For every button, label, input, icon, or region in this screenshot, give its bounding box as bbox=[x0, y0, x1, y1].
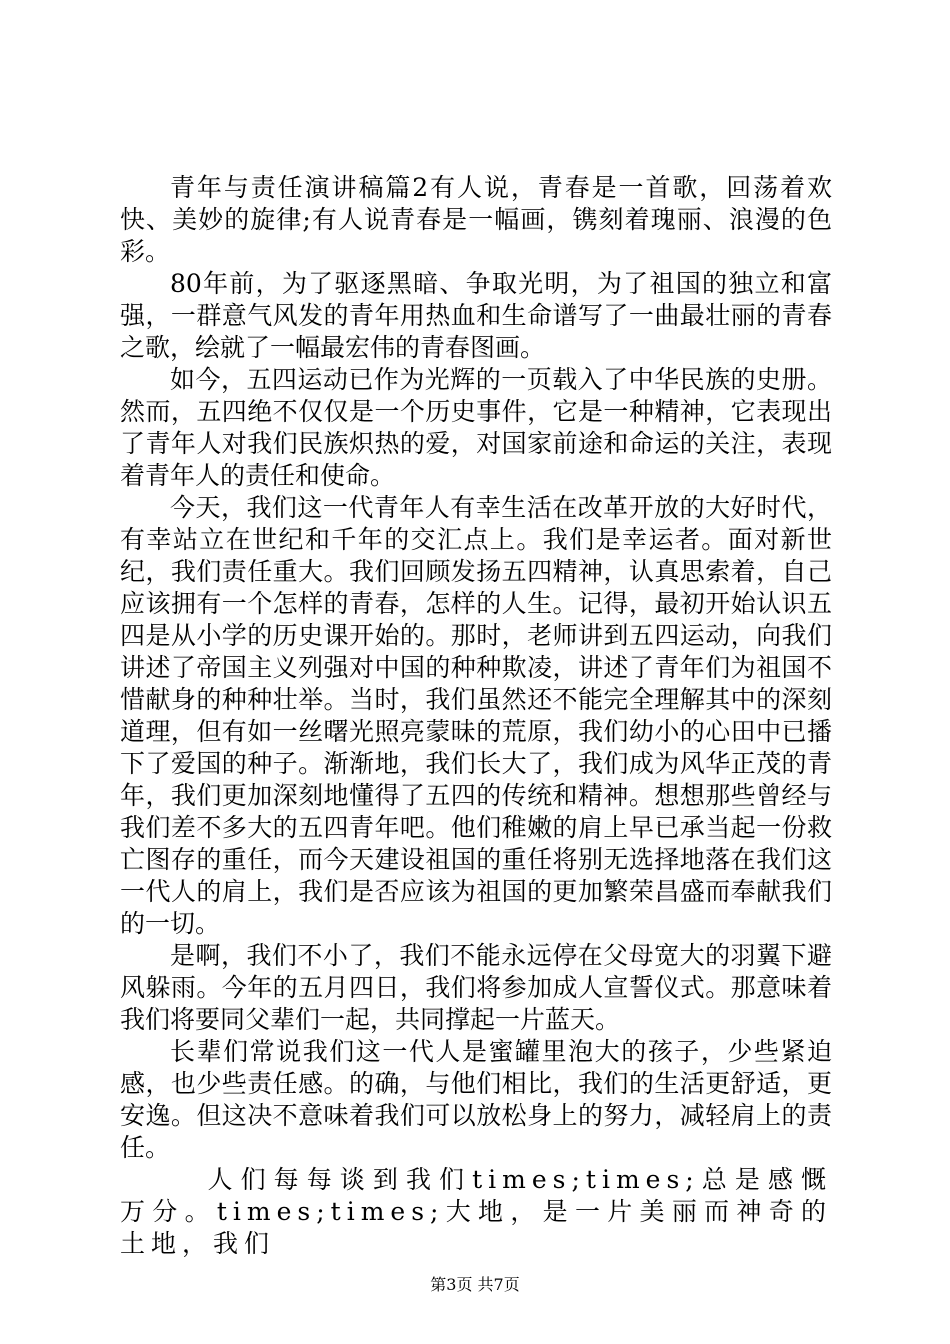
paragraph-growing-up: 是啊，我们不小了，我们不能永远停在父母宽大的羽翼下避风躲雨。今年的五月四日，我们将参加成人宣誓仪式。那意味着我们将要同父辈们一起，共同撑起一片蓝天。 bbox=[120, 941, 832, 1034]
paragraph-may-fourth: 如今，五四运动已作为光辉的一页载入了中华民族的史册。然而，五四绝不仅仅是一个历史事件，它是一种精神，它表现出了青年人对我们民族炽热的爱，对国家前途和命运的关注，表现着青年人的责任和使命。 bbox=[120, 365, 832, 490]
paragraph-elders: 长辈们常说我们这一代人是蜜罐里泡大的孩子，少些紧迫感，也少些责任感。的确，与他们相比，我们的生活更舒适，更安逸。但这决不意味着我们可以放松身上的努力，减轻肩上的责任。 bbox=[120, 1037, 832, 1162]
paragraph-intro: 青年与责任演讲稿篇2有人说，青春是一首歌，回荡着欢快、美妙的旋律;有人说青春是一幅画，镌刻着瑰丽、浪漫的色彩。 bbox=[120, 173, 832, 266]
paragraph-history: 80年前，为了驱逐黑暗、争取光明，为了祖国的独立和富强，一群意气风发的青年用热血和生命谱写了一曲最壮丽的青春之歌，绘就了一幅最宏伟的青春图画。 bbox=[120, 269, 832, 362]
paragraph-times: 人们每每谈到我们times;times;总是感慨万分。times;times;大地，是一片美丽而神奇的土地，我们 bbox=[120, 1165, 832, 1258]
speech-body bbox=[120, 172, 832, 1260]
page-number-footer: 第3页 共7页 bbox=[430, 1275, 520, 1294]
paragraph-today: 今天，我们这一代青年人有幸生活在改革开放的大好时代，有幸站立在世纪和千年的交汇点上。我们是幸运者。面对新世纪，我们责任重大。我们回顾发扬五四精神，认真思索着，自己应该拥有一个怎样的青春，怎样的人生。记得，最初开始认识五四是从小学的历史课开始的。那时，老师讲到五四运动，向我们讲述了帝国主义列强对中国的种种欺凌，讲述了青年们为祖国不惜献身的种种壮举。当时，我们虽然还不能完全理解其中的深刻道理，但有如一丝曙光照亮蒙昧的荒原，我们幼小的心田中已播下了爱国的种子。渐渐地，我们长大了，我们成为风华正茂的青年，我们更加深刻地懂得了五四的传统和精神。想想那些曾经与我们差不多大的五四青年吧。他们稚嫩的肩上早已承当起一份救亡图存的重任，而今天建设祖国的重任将别无选择地落在我们这一代人的肩上，我们是否应该为祖国的更加繁荣昌盛而奉献我们的一切。 bbox=[120, 493, 832, 938]
